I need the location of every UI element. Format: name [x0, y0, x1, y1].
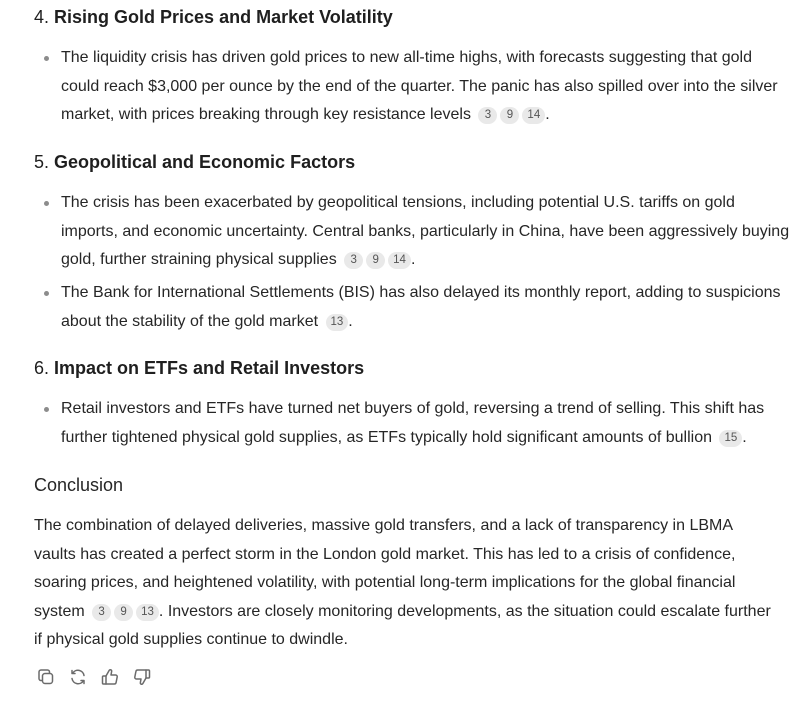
- bullet-dot: [44, 201, 49, 206]
- bullet-text: The crisis has been exacerbated by geopolitical tensions, including potential U.S. tariffs on gold imports, and economic uncertainty. Central banks, particularly in China, have been aggressively buying gold, further straining physical supplies: [61, 194, 790, 268]
- bullet-text: The Bank for International Settlements (BIS) has also delayed its monthly report, adding to suspicions about the stability of the gold market: [61, 284, 781, 330]
- conclusion-paragraph: [34, 512, 774, 655]
- bullet-tail: .: [742, 428, 747, 446]
- section-number: 4.: [34, 7, 50, 27]
- section-title: Impact on ETFs and Retail Investors: [54, 358, 365, 378]
- regenerate-button[interactable]: [66, 665, 89, 688]
- section-number: 6.: [34, 358, 50, 378]
- conclusion-heading: Conclusion: [34, 475, 124, 495]
- citation-badge[interactable]: 3: [92, 604, 111, 621]
- citation-badge[interactable]: 3: [344, 252, 363, 269]
- section-heading: [34, 150, 355, 174]
- conclusion-text-after: . Investors are closely monitoring developments, as the situation could escalate further if physical gold supplies continue to dwindle.: [34, 602, 771, 648]
- list-item: [34, 44, 794, 130]
- citation-badge[interactable]: 13: [136, 604, 159, 621]
- section-heading: [34, 5, 393, 29]
- bullet-text: The liquidity crisis has driven gold prices to new all-time highs, with forecasts suggesting that gold could reach $3,000 per ounce by the end of the quarter. The panic has also spilled over into the silver market, with prices breaking through key resistance levels: [61, 49, 778, 123]
- bullet-tail: .: [410, 251, 416, 268]
- thumbs-up-button[interactable]: [98, 665, 121, 688]
- thumbs-down-icon: [132, 667, 152, 687]
- bullet-tail: .: [545, 106, 550, 123]
- section-heading: [34, 356, 364, 380]
- copy-button[interactable]: [34, 665, 57, 688]
- bullet-tail: .: [348, 312, 353, 330]
- section-title: Rising Gold Prices and Market Volatility: [54, 7, 393, 27]
- citation-badge[interactable]: 14: [388, 252, 411, 269]
- bullet-dot: [44, 407, 49, 412]
- list-item: [34, 189, 794, 275]
- message-actions: [34, 665, 153, 688]
- citation-badge[interactable]: 9: [114, 604, 133, 621]
- citation-badge[interactable]: 9: [500, 107, 519, 124]
- citation-badge[interactable]: 13: [326, 314, 349, 331]
- citation-badge[interactable]: 3: [478, 107, 497, 124]
- conclusion-text: The combination of delayed deliveries, massive gold transfers, and a lack of transparency in LBMA vaults has created a perfect storm in the London gold market. This has led to a crisis of confidence, soaring prices, and heightened volatility, with potential long-term implications for the global financial system: [34, 517, 736, 620]
- citation-badge[interactable]: 9: [366, 252, 385, 269]
- thumbs-down-button[interactable]: [130, 665, 153, 688]
- regenerate-icon: [68, 667, 88, 687]
- bullet-dot: [44, 56, 49, 61]
- bullet-text: Retail investors and ETFs have turned net buyers of gold, reversing a trend of selling. This shift has further tightened physical gold supplies, as ETFs typically hold significant amounts of bullion: [61, 400, 765, 446]
- section-title: Geopolitical and Economic Factors: [54, 152, 356, 172]
- citation-badge[interactable]: 14: [522, 107, 545, 124]
- thumbs-up-icon: [100, 667, 120, 687]
- list-item: [34, 395, 794, 452]
- copy-icon: [36, 667, 56, 687]
- list-item: [34, 279, 794, 336]
- section-number: 5.: [34, 152, 50, 172]
- citation-badge[interactable]: 15: [719, 430, 742, 447]
- bullet-dot: [44, 291, 49, 296]
